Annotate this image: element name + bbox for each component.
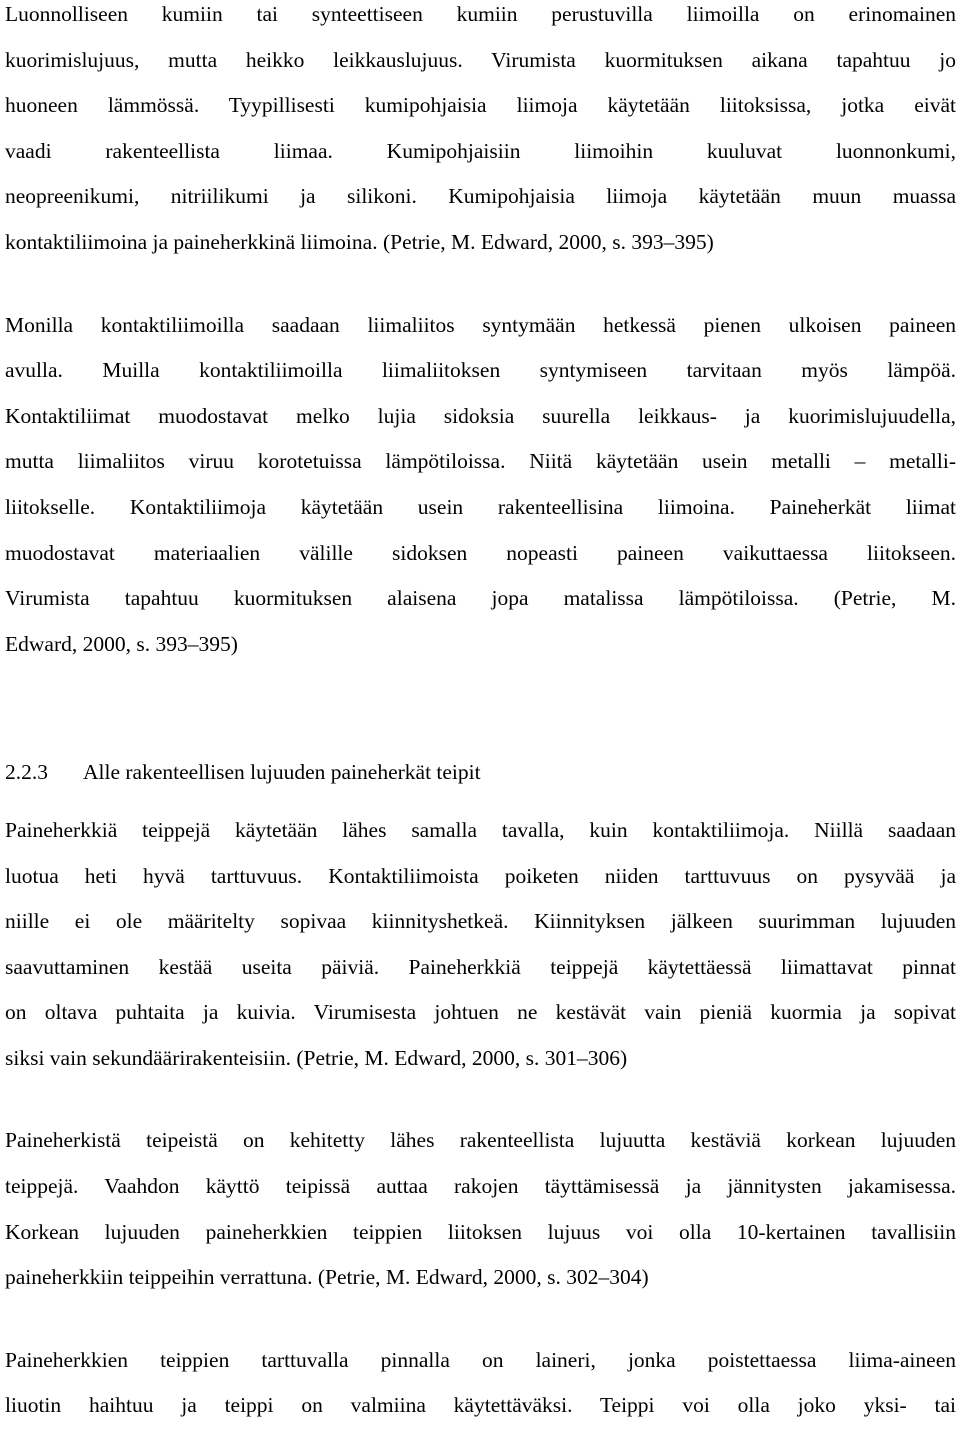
text-line: Paineherkkiä teippejä käytetään lähes samalla tavalla, kuin kontaktiliimoja. Niillä saadaan <box>5 817 956 842</box>
text-line: vaadi rakenteellista liimaa. Kumipohjaisiin liimoihin kuuluvat luonnonkumi, <box>5 138 956 163</box>
text-line: siksi vain sekundäärirakenteisiin. (Petrie, M. Edward, 2000, s. 301–306) <box>5 1045 628 1070</box>
text-line: Edward, 2000, s. 393–395) <box>5 631 238 656</box>
section-spacer <box>5 675 956 758</box>
text-line: Monilla kontaktiliimoilla saadaan liimaliitos syntymään hetkessä pienen ulkoisen paineen <box>5 312 956 337</box>
paragraph-high-strength-tapes <box>5 1126 956 1308</box>
text-line: luotua heti hyvä tarttuvuus. Kontaktiliimoista poiketen niiden tarttuvuus on pysyvää ja <box>5 863 956 888</box>
text-line: huoneen lämmössä. Tyypillisesti kumipohjaisia liimoja käytetään liitoksissa, jotka eivät <box>5 93 956 118</box>
paragraph-spacer <box>5 1309 956 1346</box>
text-line: liuotin haihtuu ja teippi on valmiina käytettäväksi. Teippi voi olla joko yksi- tai <box>5 1393 956 1418</box>
text-line: niille ei ole määritelty sopivaa kiinnityshetkeä. Kiinnityksen jälkeen suurimman lujuuden <box>5 909 956 934</box>
text-line: kontaktiliimoina ja paineherkkinä liimoina. (Petrie, M. Edward, 2000, s. 393–395) <box>5 229 714 254</box>
text-line: muodostavat materiaalien välille sidoksen nopeasti paineen vaikuttaessa liitokseen. <box>5 540 956 565</box>
text-line: Korkean lujuuden paineherkkien teippien liitoksen lujuus voi olla 10-kertainen tavallisiin <box>5 1219 956 1244</box>
text-line: mutta liimaliitos viruu korotetuissa lämpötiloissa. Niitä käytetään usein metalli – metalli- <box>5 449 956 474</box>
paragraph-pressure-sensitive-tapes <box>5 816 956 1090</box>
text-line: avulla. Muilla kontaktiliimoilla liimaliitoksen syntymiseen tarvitaan myös lämpöä. <box>5 358 956 383</box>
paragraph-spacer <box>5 1089 956 1126</box>
text-line: saavuttaminen kestää useita päiviä. Paineherkkiä teippejä käytettäessä liimattavat pinnat <box>5 954 956 979</box>
text-line: Paineherkistä teipeistä on kehitetty lähes rakenteellista lujuutta kestäviä korkean lujuuden <box>5 1128 956 1153</box>
section-title: Alle rakenteellisen lujuuden paineherkät teipit <box>83 760 481 785</box>
text-line: kuorimislujuus, mutta heikko leikkauslujuus. Virumista kuormituksen aikana tapahtuu jo <box>5 47 956 72</box>
document-page <box>5 0 956 1437</box>
text-line: on oltava puhtaita ja kuivia. Virumisesta johtuen ne kestävät vain pieniä kuormia ja sopivat <box>5 1000 956 1025</box>
section-number: 2.2.3 <box>5 760 48 785</box>
text-line: liitokselle. Kontaktiliimoja käytetään usein rakenteellisina liimoina. Paineherkät liimat <box>5 494 956 519</box>
text-line: neopreenikumi, nitriilikumi ja silikoni. Kumipohjaisia liimoja käytetään muun muassa <box>5 184 956 209</box>
paragraph-contact-adhesives <box>5 311 956 676</box>
text-line: Paineherkkien teippien tarttuvalla pinnalla on laineri, jonka poistettaessa liima-aineen <box>5 1347 956 1372</box>
paragraph-spacer <box>5 274 956 311</box>
text-line: Kontaktiliimat muodostavat melko lujia sidoksia suurella leikkaus- ja kuorimislujuudella, <box>5 403 956 428</box>
paragraph-rubber-adhesives <box>5 0 956 274</box>
paragraph-tape-liner <box>5 1346 956 1437</box>
text-line: teippejä. Vaahdon käyttö teipissä auttaa rakojen täyttämisessä ja jännitysten jakamisessa. <box>5 1174 956 1199</box>
text-line: paineherkkiin teippeihin verrattuna. (Petrie, M. Edward, 2000, s. 302–304) <box>5 1265 649 1290</box>
text-line: Virumista tapahtuu kuormituksen alaisena jopa matalissa lämpötiloissa. (Petrie, M. <box>5 586 956 611</box>
section-heading <box>5 758 956 804</box>
text-line: Luonnolliseen kumiin tai synteettiseen kumiin perustuvilla liimoilla on erinomainen <box>5 2 956 26</box>
paragraph-spacer <box>5 804 956 816</box>
